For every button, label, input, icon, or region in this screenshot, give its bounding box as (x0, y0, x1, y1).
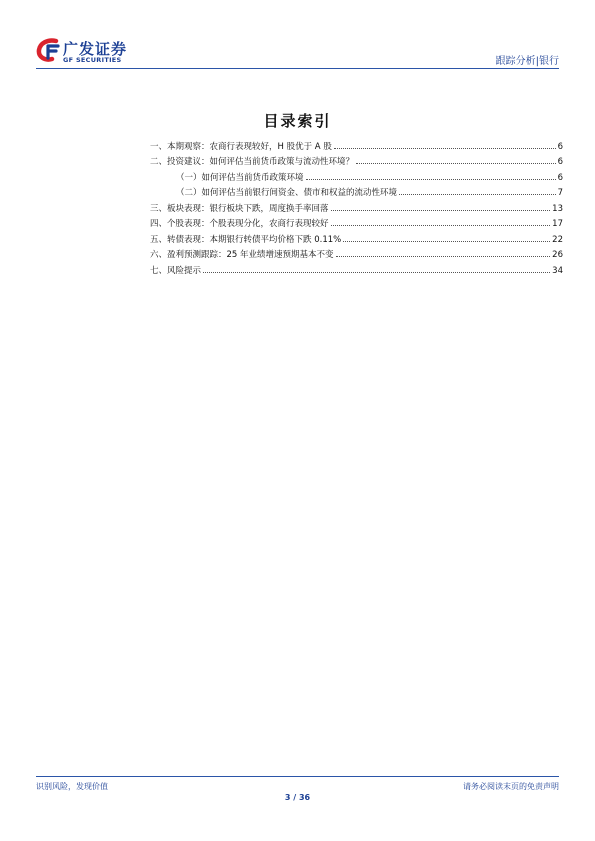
footer-divider (36, 776, 559, 777)
footer-disclaimer: 请务必阅读末页的免责声明 (463, 782, 559, 791)
toc-entry-page: 7 (557, 188, 563, 198)
toc-subentry[interactable] (150, 183, 563, 199)
toc-leader-dots (331, 210, 551, 211)
table-of-contents (150, 136, 563, 276)
logo-text-cn: 广发证券 (63, 40, 128, 58)
footer-slogan: 识别风险，发现价值 (36, 782, 108, 791)
toc-entry-page: 22 (552, 234, 563, 245)
toc-entry-text: 六、盈利预测跟踪：25 年业绩增速预期基本不变 (150, 250, 334, 260)
gf-logo-icon (36, 38, 62, 62)
toc-leader-dots (306, 179, 556, 180)
toc-entry-page: 6 (557, 141, 563, 152)
toc-entry-text: 一、本期观察：农商行表现较好，H 股优于 A 股 (150, 141, 332, 152)
toc-leader-dots (356, 163, 556, 164)
page-number: 3 / 36 (284, 793, 311, 802)
toc-entry[interactable] (150, 136, 563, 152)
toc-entry[interactable] (150, 245, 563, 261)
toc-entry-page: 6 (557, 172, 563, 183)
toc-leader-dots (336, 256, 551, 257)
report-category: 跟踪分析|银行 (495, 56, 559, 67)
toc-entry-text: （一）如何评估当前货币政策环境 (176, 172, 304, 183)
toc-entry-page: 13 (552, 203, 563, 214)
header-divider (36, 68, 559, 69)
toc-entry-text: 七、风险提示 (150, 265, 202, 276)
toc-leader-dots (343, 241, 550, 242)
toc-entry[interactable] (150, 260, 563, 276)
toc-title: 目录索引 (263, 112, 332, 130)
page-header (36, 36, 559, 68)
toc-entry-text: 四、个股表现：个股表现分化，农商行表现较好 (150, 219, 329, 229)
toc-entry[interactable] (150, 198, 563, 214)
toc-leader-dots (203, 272, 550, 273)
toc-leader-dots (399, 194, 556, 195)
toc-entry-page: 17 (552, 219, 563, 229)
toc-entry-text: 二、投资建议：如何评估当前货币政策与流动性环境？ (150, 157, 355, 167)
toc-subentry[interactable] (150, 167, 563, 183)
toc-leader-dots (334, 148, 556, 149)
toc-entry-text: （二）如何评估当前银行间资金、债市和权益的流动性环境 (176, 188, 398, 198)
logo-text-en: GF SECURITIES (63, 56, 122, 64)
toc-entry-page: 26 (552, 250, 563, 260)
toc-entry-page: 6 (557, 157, 563, 167)
gf-securities-logo (36, 36, 156, 68)
toc-entry-text: 三、板块表现：银行板块下跌，周度换手率回落 (150, 203, 329, 214)
toc-entry[interactable] (150, 229, 563, 245)
toc-entry-text: 五、转债表现：本期银行转债平均价格下跌 0.11% (150, 234, 342, 245)
toc-entry[interactable] (150, 214, 563, 230)
toc-entry-page: 34 (552, 265, 563, 276)
toc-entry[interactable] (150, 152, 563, 168)
toc-leader-dots (331, 225, 551, 226)
